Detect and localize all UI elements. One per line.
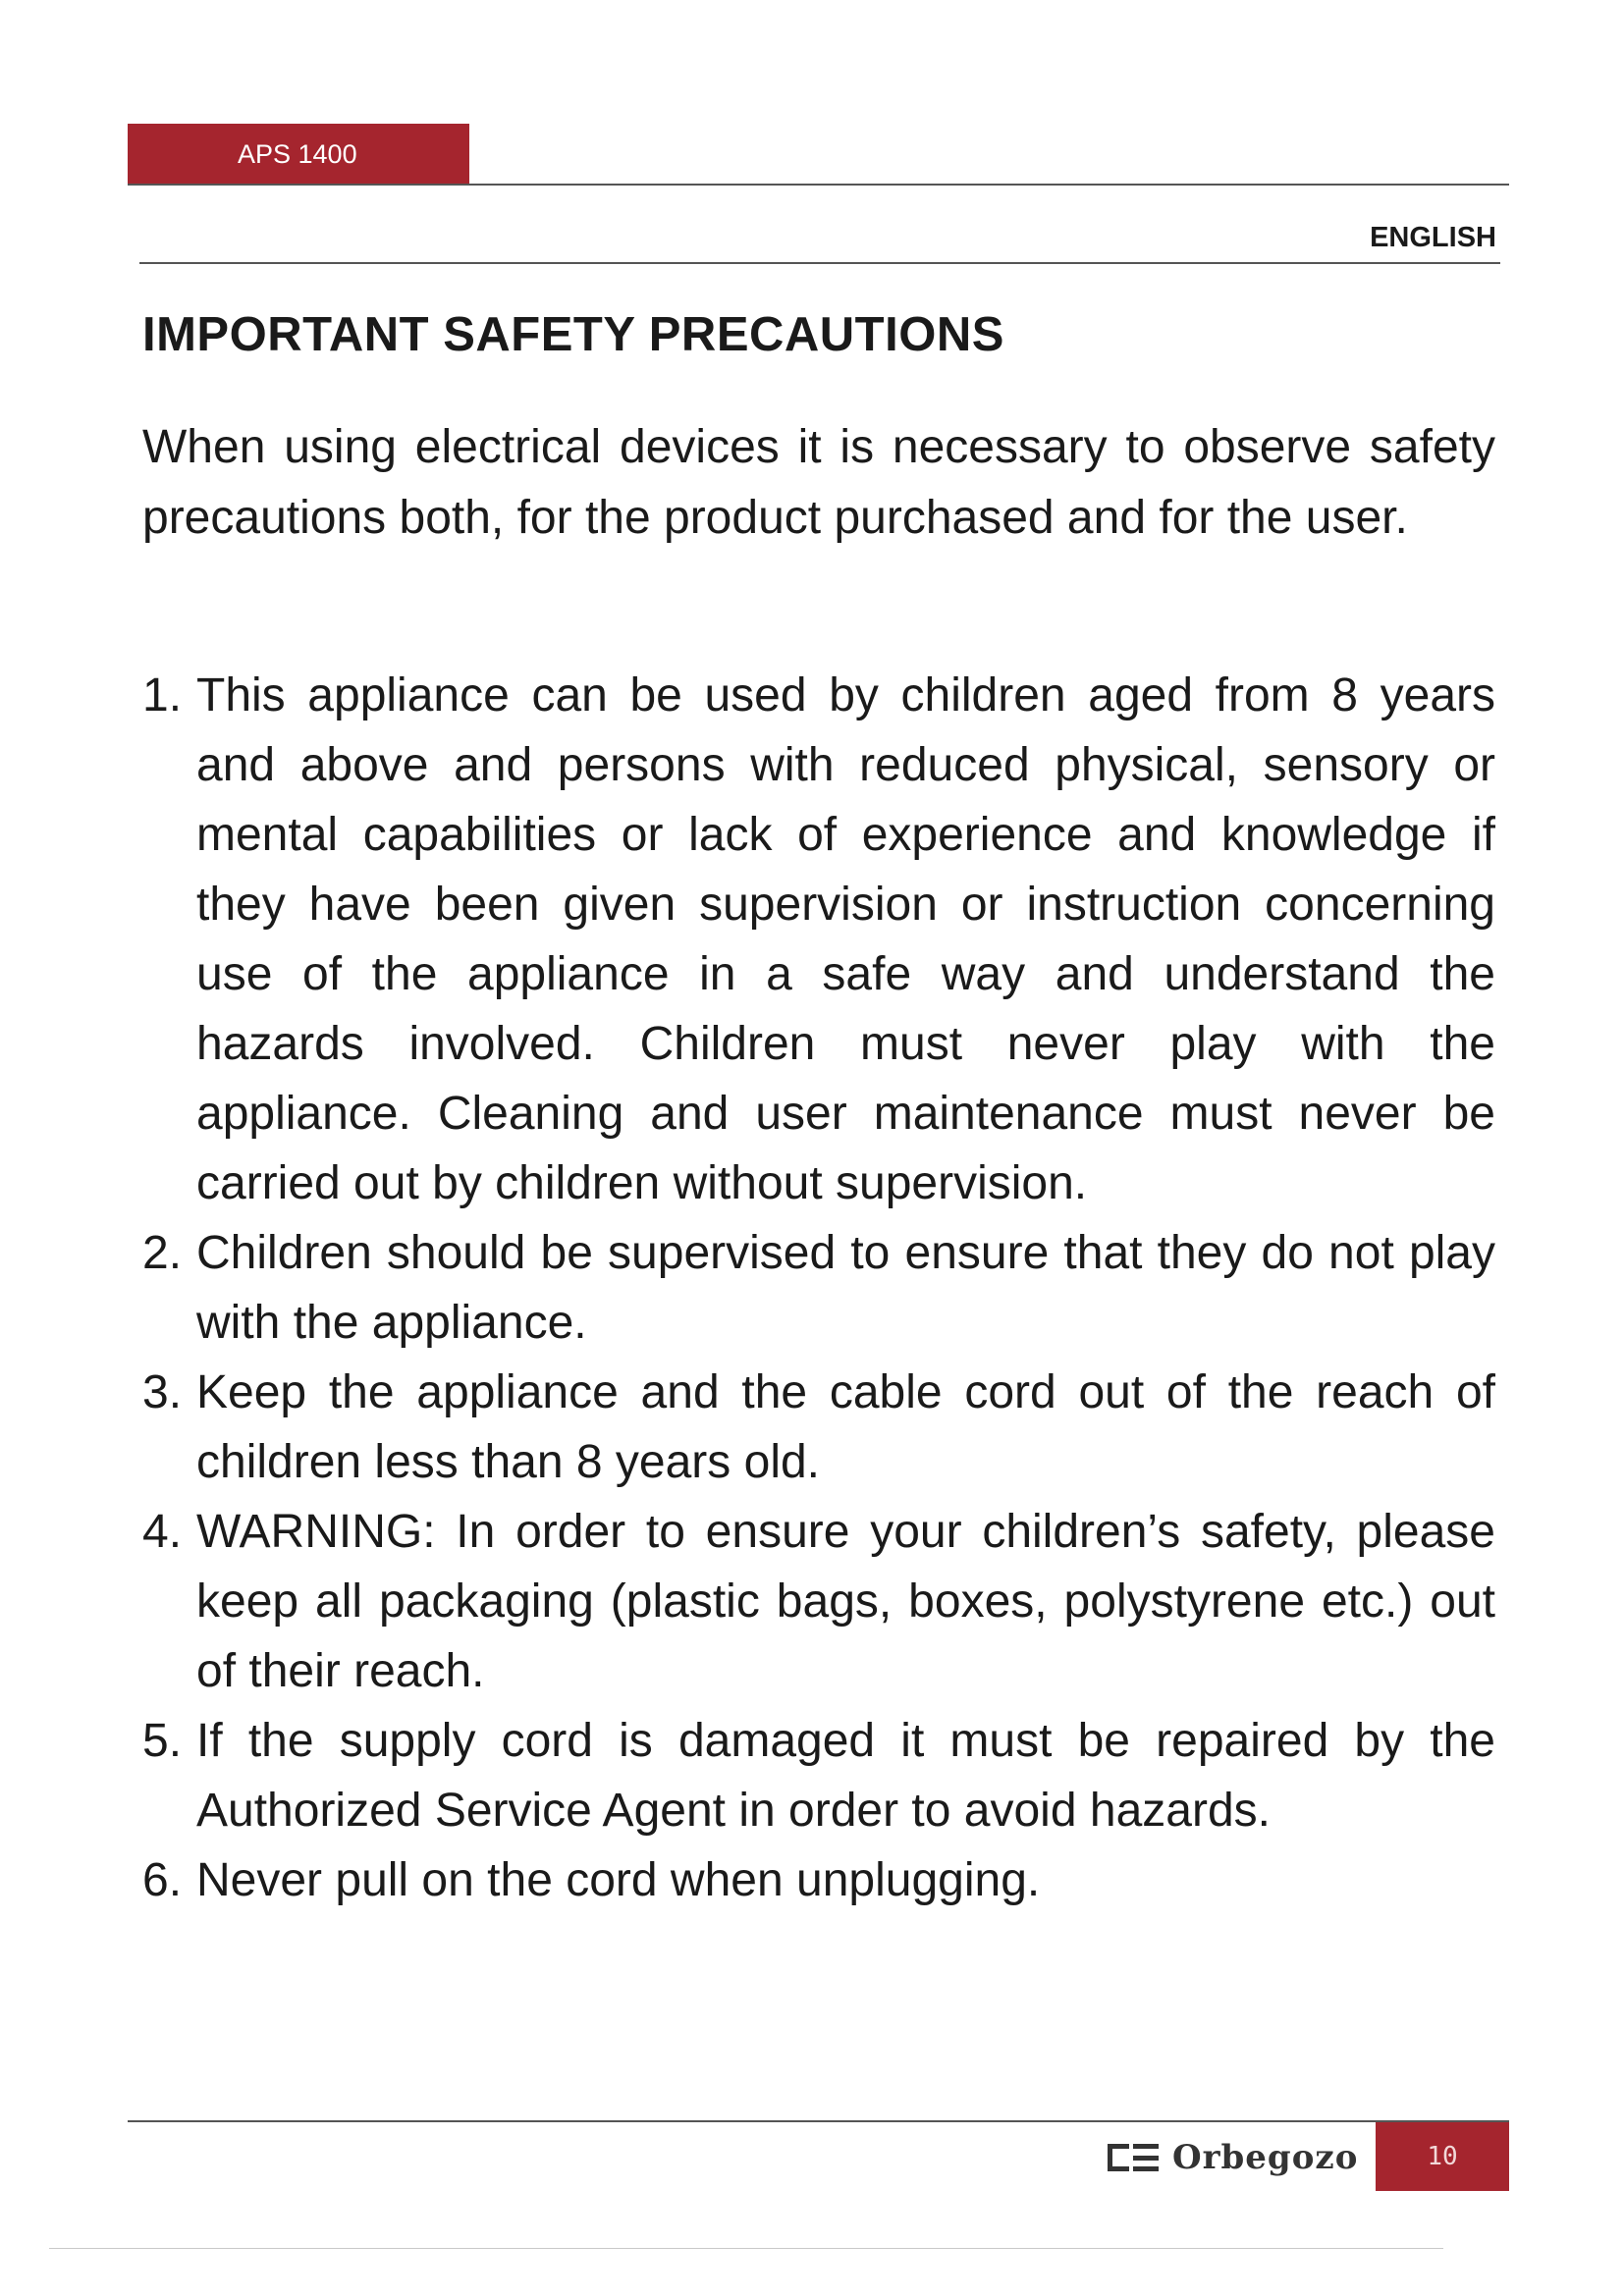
footer-rule [128,2120,1509,2122]
list-item-text: If the supply cord is damaged it must be repaired by the Authorized Service Agent in order to avoid hazards. [196,1715,1495,1837]
list-item [142,1845,1495,1915]
brand-mark-icon [1108,2144,1159,2171]
language-label: ENGLISH [1370,222,1496,253]
list-item-number: 6. [142,1854,183,1906]
list-item [142,1358,1495,1497]
list-item-number: 1. [142,669,183,721]
list-item-number: 3. [142,1366,183,1418]
list-item-number: 4. [142,1506,183,1558]
list-item-text: Keep the appliance and the cable cord out of the reach of children less than 8 years old. [196,1366,1495,1488]
page-edge-line [49,2248,1443,2249]
precautions-list [142,661,1495,1915]
list-item-text: Never pull on the cord when unplugging. [196,1854,1041,1906]
page-number: 10 [1376,2122,1509,2191]
brand-name: Orbegozo [1172,2138,1359,2177]
list-item-number: 5. [142,1715,183,1767]
list-item [142,1706,1495,1845]
list-item [142,661,1495,1218]
list-item [142,1497,1495,1706]
list-item-number: 2. [142,1227,183,1279]
language-rule [139,262,1500,264]
list-item-text: Children should be supervised to ensure that they do not play with the appliance. [196,1227,1495,1349]
intro-paragraph: When using electrical devices it is necessary to observe safety precautions both, for the product purchased and for the user. [142,421,1495,544]
list-item-text: WARNING: In order to ensure your children’s safety, please keep all packaging (plastic bags, boxes, polystyrene etc.) out of their reach. [196,1506,1495,1697]
list-item-text: This appliance can be used by children aged from 8 years and above and persons with reduced physical, sensory or mental capabilities or lack of experience and knowledge if they have been given supervision or instruction concerning use of the appliance in a safe way and understand the hazards involved. Children must never play with the appliance. Cleaning and user maintenance must never be carried out by children without supervision. [196,669,1495,1209]
page-title: IMPORTANT SAFETY PRECAUTIONS [142,308,1004,361]
model-tab: APS 1400 [128,124,469,185]
list-item [142,1218,1495,1358]
header-rule [128,184,1509,186]
brand-logo [1108,2136,1358,2179]
